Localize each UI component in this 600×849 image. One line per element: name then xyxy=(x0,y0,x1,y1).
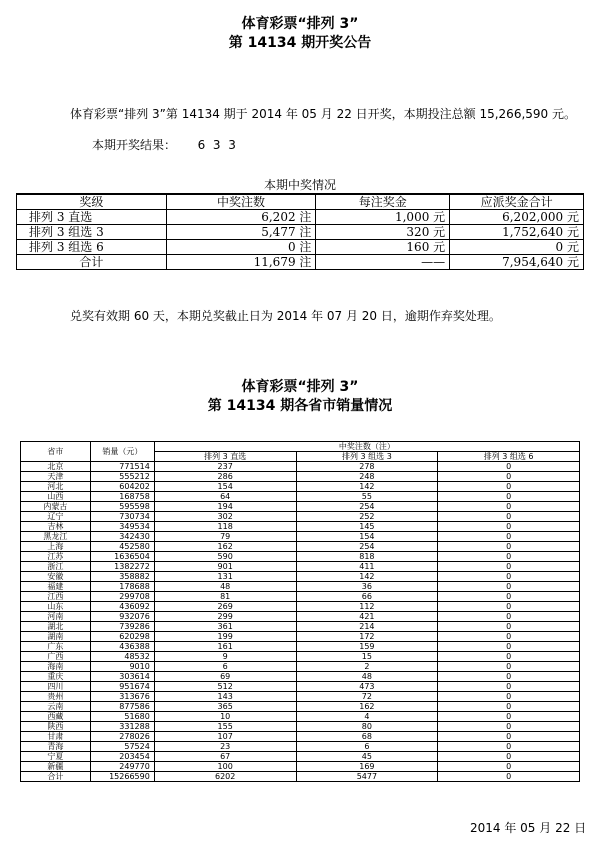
prov-name: 湖南 xyxy=(21,632,91,642)
prize-header-bonus: 每注奖金 xyxy=(316,194,450,210)
table-row xyxy=(21,572,580,582)
prize-row xyxy=(17,225,584,240)
prov-group3: 214 xyxy=(296,622,438,632)
prov-name: 合计 xyxy=(21,772,91,782)
prov-group3: 172 xyxy=(296,632,438,642)
prov-sales: 877586 xyxy=(90,702,154,712)
table-row xyxy=(21,692,580,702)
prov-group3: 4 xyxy=(296,712,438,722)
prize-table xyxy=(16,193,584,270)
prov-group3: 5477 xyxy=(296,772,438,782)
prov-group3: 421 xyxy=(296,612,438,622)
prize-bonus: —— xyxy=(316,255,450,270)
prov-group6: 0 xyxy=(438,522,580,532)
prov-sales: 249770 xyxy=(90,762,154,772)
prov-direct: 107 xyxy=(154,732,296,742)
prov-header-group3: 排列 3 组选 3 xyxy=(296,452,438,462)
prize-total: 0 元 xyxy=(450,240,584,255)
prov-direct: 901 xyxy=(154,562,296,572)
prize-row xyxy=(17,255,584,270)
prize-count: 0 注 xyxy=(166,240,316,255)
prov-name: 宁夏 xyxy=(21,752,91,762)
prov-name: 江苏 xyxy=(21,552,91,562)
prov-group6: 0 xyxy=(438,532,580,542)
prize-table-caption: 本期中奖情况 xyxy=(263,178,336,192)
prize-count: 5,477 注 xyxy=(166,225,316,240)
prov-group3: 159 xyxy=(296,642,438,652)
table-row xyxy=(21,662,580,672)
table-row xyxy=(21,632,580,642)
prov-group3: 473 xyxy=(296,682,438,692)
prov-group3: 818 xyxy=(296,552,438,562)
prov-sales: 278026 xyxy=(90,732,154,742)
prov-group3: 278 xyxy=(296,462,438,472)
prov-sales: 1382272 xyxy=(90,562,154,572)
prov-name: 北京 xyxy=(21,462,91,472)
prov-group6: 0 xyxy=(438,462,580,472)
prov-sales: 358882 xyxy=(90,572,154,582)
prov-group6: 0 xyxy=(438,542,580,552)
prov-direct: 67 xyxy=(154,752,296,762)
prov-sales: 168758 xyxy=(90,492,154,502)
prov-name: 广西 xyxy=(21,652,91,662)
prov-group3: 48 xyxy=(296,672,438,682)
prov-sales: 739286 xyxy=(90,622,154,632)
prov-name: 福建 xyxy=(21,582,91,592)
prov-direct: 6 xyxy=(154,662,296,672)
prov-direct: 79 xyxy=(154,532,296,542)
table-row xyxy=(21,702,580,712)
sales-title: 体育彩票“排列 3” xyxy=(241,379,359,395)
prov-sales: 452580 xyxy=(90,542,154,552)
prov-group6: 0 xyxy=(438,492,580,502)
prov-direct: 9 xyxy=(154,652,296,662)
prov-group6: 0 xyxy=(438,682,580,692)
prize-level: 排列 3 直选 xyxy=(17,210,167,225)
prov-direct: 269 xyxy=(154,602,296,612)
prov-sales: 349534 xyxy=(90,522,154,532)
prov-direct: 162 xyxy=(154,542,296,552)
draw-result xyxy=(92,136,236,153)
prov-name: 辽宁 xyxy=(21,512,91,522)
table-row xyxy=(21,652,580,662)
prov-direct: 161 xyxy=(154,642,296,652)
prov-name: 安徽 xyxy=(21,572,91,582)
prov-name: 天津 xyxy=(21,472,91,482)
prov-sales: 555212 xyxy=(90,472,154,482)
prov-group3: 411 xyxy=(296,562,438,572)
prov-name: 甘肃 xyxy=(21,732,91,742)
prov-group3: 248 xyxy=(296,472,438,482)
prov-group3: 80 xyxy=(296,722,438,732)
prize-total: 1,752,640 元 xyxy=(450,225,584,240)
prov-group3: 2 xyxy=(296,662,438,672)
prov-name: 广东 xyxy=(21,642,91,652)
prov-name: 浙江 xyxy=(21,562,91,572)
prov-group6: 0 xyxy=(438,502,580,512)
prov-direct: 143 xyxy=(154,692,296,702)
prov-name: 江西 xyxy=(21,592,91,602)
prov-sales: 299708 xyxy=(90,592,154,602)
table-row xyxy=(21,492,580,502)
draw-result-label: 本期开奖结果： xyxy=(92,138,177,152)
table-row xyxy=(21,482,580,492)
prov-group6: 0 xyxy=(438,562,580,572)
prov-header-sales: 销量（元） xyxy=(90,442,154,462)
table-row xyxy=(21,762,580,772)
table-row xyxy=(21,512,580,522)
prov-group6: 0 xyxy=(438,722,580,732)
prov-sales: 951674 xyxy=(90,682,154,692)
prov-name: 云南 xyxy=(21,702,91,712)
prov-name: 山东 xyxy=(21,602,91,612)
table-row xyxy=(21,582,580,592)
prov-group6: 0 xyxy=(438,652,580,662)
table-row xyxy=(21,642,580,652)
prize-count: 6,202 注 xyxy=(166,210,316,225)
table-row xyxy=(21,532,580,542)
prov-name: 黑龙江 xyxy=(21,532,91,542)
prov-sales: 436388 xyxy=(90,642,154,652)
prov-group3: 45 xyxy=(296,752,438,762)
prize-level: 排列 3 组选 6 xyxy=(17,240,167,255)
prize-level: 排列 3 组选 3 xyxy=(17,225,167,240)
prov-header-province: 省市 xyxy=(21,442,91,462)
table-row xyxy=(21,672,580,682)
prov-direct: 194 xyxy=(154,502,296,512)
prov-group6: 0 xyxy=(438,752,580,762)
table-row xyxy=(21,682,580,692)
prov-direct: 131 xyxy=(154,572,296,582)
prize-header-total: 应派奖金合计 xyxy=(450,194,584,210)
announcement-subtitle: 第 14134 期开奖公告 xyxy=(228,35,372,51)
prov-group3: 6 xyxy=(296,742,438,752)
prov-direct: 199 xyxy=(154,632,296,642)
prov-sales: 342430 xyxy=(90,532,154,542)
prov-group6: 0 xyxy=(438,572,580,582)
prov-direct: 286 xyxy=(154,472,296,482)
prov-group3: 68 xyxy=(296,732,438,742)
prov-sales: 51680 xyxy=(90,712,154,722)
prov-group6: 0 xyxy=(438,592,580,602)
prov-name: 西藏 xyxy=(21,712,91,722)
prov-sales: 48532 xyxy=(90,652,154,662)
table-row xyxy=(21,772,580,782)
prov-sales: 595598 xyxy=(90,502,154,512)
prov-group6: 0 xyxy=(438,712,580,722)
prov-group6: 0 xyxy=(438,642,580,652)
prov-direct: 23 xyxy=(154,742,296,752)
prov-sales: 620298 xyxy=(90,632,154,642)
table-row xyxy=(21,562,580,572)
prize-header-level: 奖级 xyxy=(17,194,167,210)
prov-group3: 36 xyxy=(296,582,438,592)
table-row xyxy=(21,612,580,622)
prize-level: 合计 xyxy=(17,255,167,270)
prize-bonus: 160 元 xyxy=(316,240,450,255)
prov-header-group6: 排列 3 组选 6 xyxy=(438,452,580,462)
prov-name: 山西 xyxy=(21,492,91,502)
prov-group3: 72 xyxy=(296,692,438,702)
prize-total: 7,954,640 元 xyxy=(450,255,584,270)
prov-name: 重庆 xyxy=(21,672,91,682)
prov-name: 上海 xyxy=(21,542,91,552)
prov-group3: 66 xyxy=(296,592,438,602)
prov-direct: 590 xyxy=(154,552,296,562)
prov-sales: 303614 xyxy=(90,672,154,682)
prov-group6: 0 xyxy=(438,482,580,492)
table-row xyxy=(21,752,580,762)
prov-name: 河北 xyxy=(21,482,91,492)
prov-sales: 203454 xyxy=(90,752,154,762)
prov-sales: 331288 xyxy=(90,722,154,732)
prov-direct: 155 xyxy=(154,722,296,732)
prov-group6: 0 xyxy=(438,602,580,612)
prov-group6: 0 xyxy=(438,632,580,642)
province-sales-table xyxy=(20,441,580,782)
table-row xyxy=(21,552,580,562)
prov-group3: 142 xyxy=(296,572,438,582)
prize-bonus: 1,000 元 xyxy=(316,210,450,225)
prov-direct: 69 xyxy=(154,672,296,682)
sales-subtitle: 第 14134 期各省市销量情况 xyxy=(207,398,393,414)
prov-group6: 0 xyxy=(438,552,580,562)
table-row xyxy=(21,722,580,732)
prov-group3: 254 xyxy=(296,502,438,512)
table-row xyxy=(21,732,580,742)
prov-sales: 771514 xyxy=(90,462,154,472)
prov-group6: 0 xyxy=(438,732,580,742)
prov-sales: 57524 xyxy=(90,742,154,752)
table-row xyxy=(21,522,580,532)
prov-group6: 0 xyxy=(438,672,580,682)
prov-group3: 252 xyxy=(296,512,438,522)
prize-bonus: 320 元 xyxy=(316,225,450,240)
prov-name: 陕西 xyxy=(21,722,91,732)
prov-name: 四川 xyxy=(21,682,91,692)
table-row xyxy=(21,712,580,722)
prov-direct: 100 xyxy=(154,762,296,772)
prov-sales: 436092 xyxy=(90,602,154,612)
prov-header-direct: 排列 3 直选 xyxy=(154,452,296,462)
prov-direct: 10 xyxy=(154,712,296,722)
prov-direct: 154 xyxy=(154,482,296,492)
prov-sales: 15266590 xyxy=(90,772,154,782)
table-row xyxy=(21,742,580,752)
prov-group6: 0 xyxy=(438,692,580,702)
prov-group3: 145 xyxy=(296,522,438,532)
table-row xyxy=(21,462,580,472)
prov-direct: 118 xyxy=(154,522,296,532)
prov-group6: 0 xyxy=(438,742,580,752)
footer-date: 2014 年 05 月 22 日 xyxy=(470,821,587,835)
prize-total: 6,202,000 元 xyxy=(450,210,584,225)
prov-name: 吉林 xyxy=(21,522,91,532)
announcement-title: 体育彩票“排列 3” xyxy=(241,16,359,32)
prov-group6: 0 xyxy=(438,662,580,672)
prov-group6: 0 xyxy=(438,762,580,772)
prov-group6: 0 xyxy=(438,472,580,482)
prov-group3: 112 xyxy=(296,602,438,612)
prize-header-count: 中奖注数 xyxy=(166,194,316,210)
prov-sales: 932076 xyxy=(90,612,154,622)
prov-name: 海南 xyxy=(21,662,91,672)
prov-name: 河南 xyxy=(21,612,91,622)
prize-row xyxy=(17,240,584,255)
prov-group3: 254 xyxy=(296,542,438,552)
prov-direct: 299 xyxy=(154,612,296,622)
prize-count: 11,679 注 xyxy=(166,255,316,270)
prov-group3: 169 xyxy=(296,762,438,772)
prov-group3: 142 xyxy=(296,482,438,492)
prov-direct: 64 xyxy=(154,492,296,502)
prov-sales: 1636504 xyxy=(90,552,154,562)
prov-group3: 162 xyxy=(296,702,438,712)
table-row xyxy=(21,602,580,612)
prov-direct: 361 xyxy=(154,622,296,632)
prov-name: 贵州 xyxy=(21,692,91,702)
prov-sales: 730734 xyxy=(90,512,154,522)
prize-row xyxy=(17,210,584,225)
prov-name: 湖北 xyxy=(21,622,91,632)
prov-group3: 15 xyxy=(296,652,438,662)
prov-sales: 178688 xyxy=(90,582,154,592)
prov-direct: 237 xyxy=(154,462,296,472)
prov-name: 内蒙古 xyxy=(21,502,91,512)
prov-header-winners: 中奖注数（注） xyxy=(154,442,579,452)
table-row xyxy=(21,502,580,512)
prov-direct: 365 xyxy=(154,702,296,712)
prov-direct: 302 xyxy=(154,512,296,522)
prov-group3: 55 xyxy=(296,492,438,502)
prov-group6: 0 xyxy=(438,622,580,632)
prov-name: 青海 xyxy=(21,742,91,752)
prov-group6: 0 xyxy=(438,512,580,522)
prov-direct: 48 xyxy=(154,582,296,592)
table-row xyxy=(21,622,580,632)
prov-direct: 512 xyxy=(154,682,296,692)
prov-sales: 604202 xyxy=(90,482,154,492)
prov-group6: 0 xyxy=(438,582,580,592)
table-row xyxy=(21,592,580,602)
prov-direct: 81 xyxy=(154,592,296,602)
prov-sales: 313676 xyxy=(90,692,154,702)
draw-result-numbers: 6 3 3 xyxy=(197,138,236,152)
prov-group6: 0 xyxy=(438,772,580,782)
table-row xyxy=(21,472,580,482)
prov-direct: 6202 xyxy=(154,772,296,782)
validity-notice: 兑奖有效期 60 天，本期兑奖截止日为 2014 年 07 月 20 日，逾期作弃奖处理。 xyxy=(70,309,501,323)
prov-name: 新疆 xyxy=(21,762,91,772)
prov-group6: 0 xyxy=(438,702,580,712)
prov-group6: 0 xyxy=(438,612,580,622)
prov-sales: 9010 xyxy=(90,662,154,672)
draw-summary: 体育彩票“排列 3”第 14134 期于 2014 年 05 月 22 日开奖，本期投注总额 15,266,590 元。 xyxy=(70,107,576,121)
prov-group3: 154 xyxy=(296,532,438,542)
table-row xyxy=(21,542,580,552)
